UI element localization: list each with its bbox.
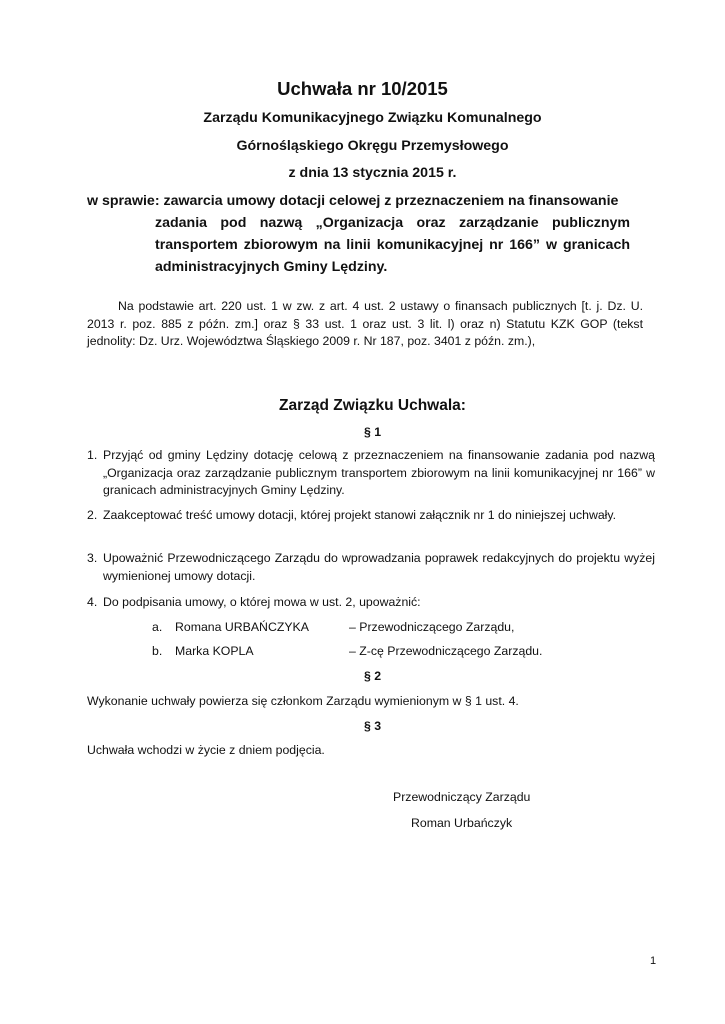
document-title: Uchwała nr 10/2015 <box>277 78 448 99</box>
list-item <box>87 550 655 585</box>
item-number: 3. <box>87 551 98 565</box>
item-text: Do podpisania umowy, o której mowa w ust. 2, upoważnić: <box>103 595 421 609</box>
section-3-text: Uchwała wchodzi w życie z dniem podjęcia. <box>87 743 325 757</box>
legal-basis-paragraph: Na podstawie art. 220 ust. 1 w zw. z art. 4 ust. 2 ustawy o finansach publicznych [t. j. Dz. U. 2013 r. poz. 885 z późn. zm.] oraz § 33 ust. 1 oraz ust. 3 lit. l) oraz n) Statutu KZK GOP (tekst jednolity: Dz. Urz. Województwa Śląskiego 2009 r. Nr 187, poz. 3401 z późn. zm.), <box>87 299 643 348</box>
item-number: 4. <box>87 595 98 609</box>
resolution-heading: Zarząd Związku Uchwala: <box>279 397 466 414</box>
signatory-role: – Przewodniczącego Zarządu, <box>349 620 515 634</box>
item-text: Zaakceptować treść umowy dotacji, której projekt stanowi załącznik nr 1 do niniejszej uchwały. <box>103 508 617 522</box>
signature-title: Przewodniczący Zarządu <box>393 790 531 804</box>
issuer-line-1: Zarządu Komunikacyjnego Związku Komunalnego <box>203 110 542 126</box>
item-number: 2. <box>87 508 98 522</box>
signatory-letter: b. <box>152 644 163 658</box>
issuer-line-2: Górnośląskiego Okręgu Przemysłowego <box>236 138 509 154</box>
item-text: Przyjąć od gminy Lędziny dotację celową z przeznaczeniem na finansowanie zadania pod nazwą „Organizacja oraz zarządzanie publicznym transportem zbiorowym na linii komunikacyjnej nr 166” w granicach administracyjnych Gminy Lędziny. <box>103 448 655 497</box>
section-1-label: § 1 <box>363 425 382 439</box>
signatory-name: Marka KOPLA <box>175 644 254 658</box>
signatory-letter: a. <box>152 620 163 634</box>
list-item <box>87 447 655 500</box>
section-2-text: Wykonanie uchwały powierza się członkom Zarządu wymienionym w § 1 ust. 4. <box>87 694 519 708</box>
signatory-name: Romana URBAŃCZYKA <box>175 620 309 634</box>
list-item <box>87 507 655 525</box>
date-line: z dnia 13 stycznia 2015 r. <box>288 165 457 181</box>
section-3-label: § 3 <box>363 719 382 733</box>
page-number: 1 <box>650 955 657 967</box>
subject-line-1: w sprawie: zawarcia umowy dotacji celowej z przeznaczeniem na finansowanie <box>87 193 619 209</box>
list-item <box>87 594 655 612</box>
signatory-role: – Z-cę Przewodniczącego Zarządu. <box>349 644 543 658</box>
signature-name: Roman Urbańczyk <box>411 816 513 830</box>
section-2-label: § 2 <box>363 669 382 683</box>
item-number: 1. <box>87 448 98 462</box>
item-text: Upoważnić Przewodniczącego Zarządu do wprowadzania poprawek redakcyjnych do projektu wyżej wymienionej umowy dotacji. <box>103 551 655 583</box>
subject-continuation: zadania pod nazwą „Organizacja oraz zarządzanie publicznym transportem zbiorowym na linii komunikacyjnej nr 166” w granicach administracyjnych Gminy Lędziny. <box>155 215 630 275</box>
